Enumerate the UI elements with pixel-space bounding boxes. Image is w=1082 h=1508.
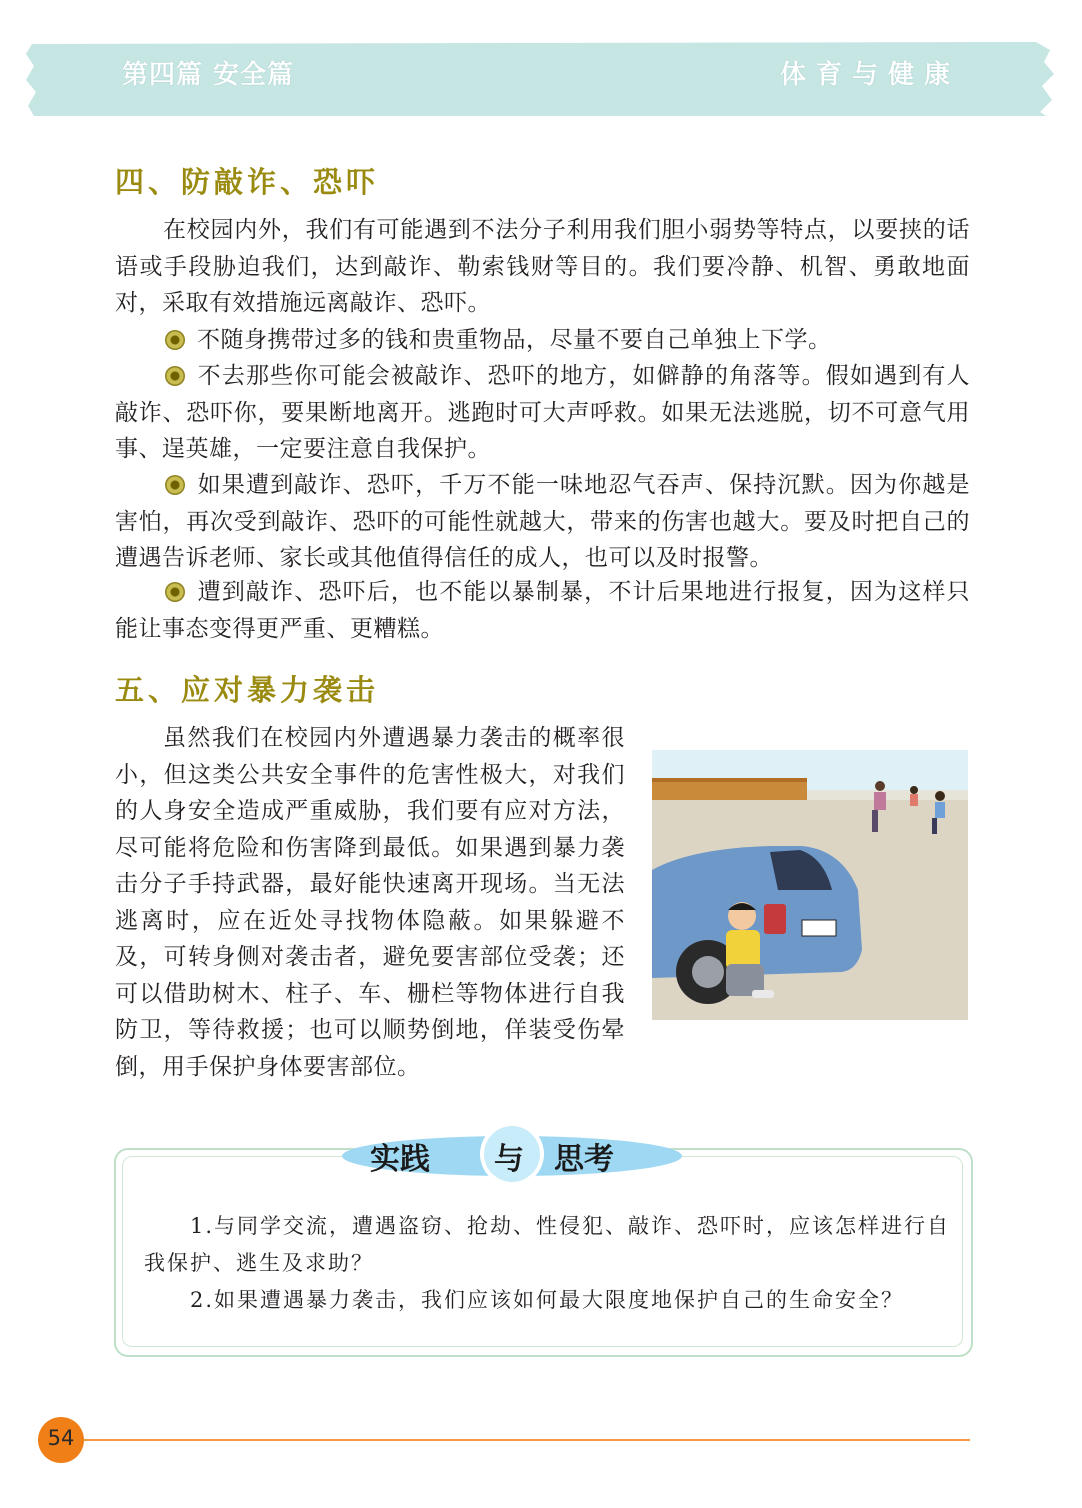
practice-title-left: 实践 [370,1142,430,1177]
practice-title-right: 思考 [554,1142,614,1177]
illustration-student-hiding-behind-car [652,750,968,1020]
section-4-title: 四、防敲诈、恐吓 [115,165,380,199]
section-5-body: 虽然我们在校园内外遭遇暴力袭击的概率很小，但这类公共安全事件的危害性极大，对我们的人身安全造成严重威胁，我们要有应对方法，尽可能将危险和伤害降到最低。如果遇到暴力袭击分子手持武器，最好能快速离开现场。当无法逃离时，应在近处寻找物体隐蔽。如果躲避不及，可转身侧对袭击者，避免要害部位受袭；还可以借助树木、柱子、车、栅栏等物体进行自我防卫，等待救援；也可以顺势倒地，佯装受伤晕倒，用手保护身体要害部位。 [115,725,625,1080]
section-4-intro: 在校园内外，我们有可能遇到不法分子利用我们胆小弱势等特点，以要挟的话语或手段胁迫我们，达到敲诈、勒索钱财等目的。我们要冷静、机智、勇敢地面对，采取有效措施远离敲诈、恐吓。 [115,217,970,316]
bullet-dot-icon [165,582,185,602]
bullet-item: 遭到敲诈、恐吓后，也不能以暴制暴，不计后果地进行报复，因为这样只能让事态变得更严重、更糟糕。 [115,579,970,642]
practice-question-2: 2.如果遭遇暴力袭击，我们应该如何最大限度地保护自己的生命安全？ [190,1288,905,1312]
bullet-item: 如果遭到敲诈、恐吓，千万不能一味地忍气吞声、保持沉默。因为你越是害怕，再次受到敲诈、恐吓的可能性就越大，带来的伤害也越大。要及时把自己的遭遇告诉老师、家长或其他值得信任的成人，也可以及时报警。 [115,472,970,571]
bullet-dot-icon [165,366,185,386]
header-section-label: 第四篇 安全篇 [122,60,295,90]
page-number: 54 [47,1426,75,1450]
footer-rule [84,1439,970,1441]
practice-question-1: 1.与同学交流，遭遇盗窃、抢劫、性侵犯、敲诈、恐吓时，应该怎样进行自我保护、逃生及求助？ [144,1214,951,1275]
bullet-dot-icon [165,475,185,495]
practice-title-middle: 与 [494,1142,524,1177]
header-book-title: 体育与健康 [780,60,961,90]
bullet-item: 不去那些你可能会被敲诈、恐吓的地方，如僻静的角落等。假如遇到有人敲诈、恐吓你，要果断地离开。逃跑时可大声呼救。如果无法逃脱，切不可意气用事、逞英雄，一定要注意自我保护。 [115,363,970,462]
bullet-dot-icon [165,330,185,350]
section-5-title: 五、应对暴力袭击 [115,673,380,707]
bullet-item: 不随身携带过多的钱和贵重物品，尽量不要自己单独上下学。 [115,322,970,359]
